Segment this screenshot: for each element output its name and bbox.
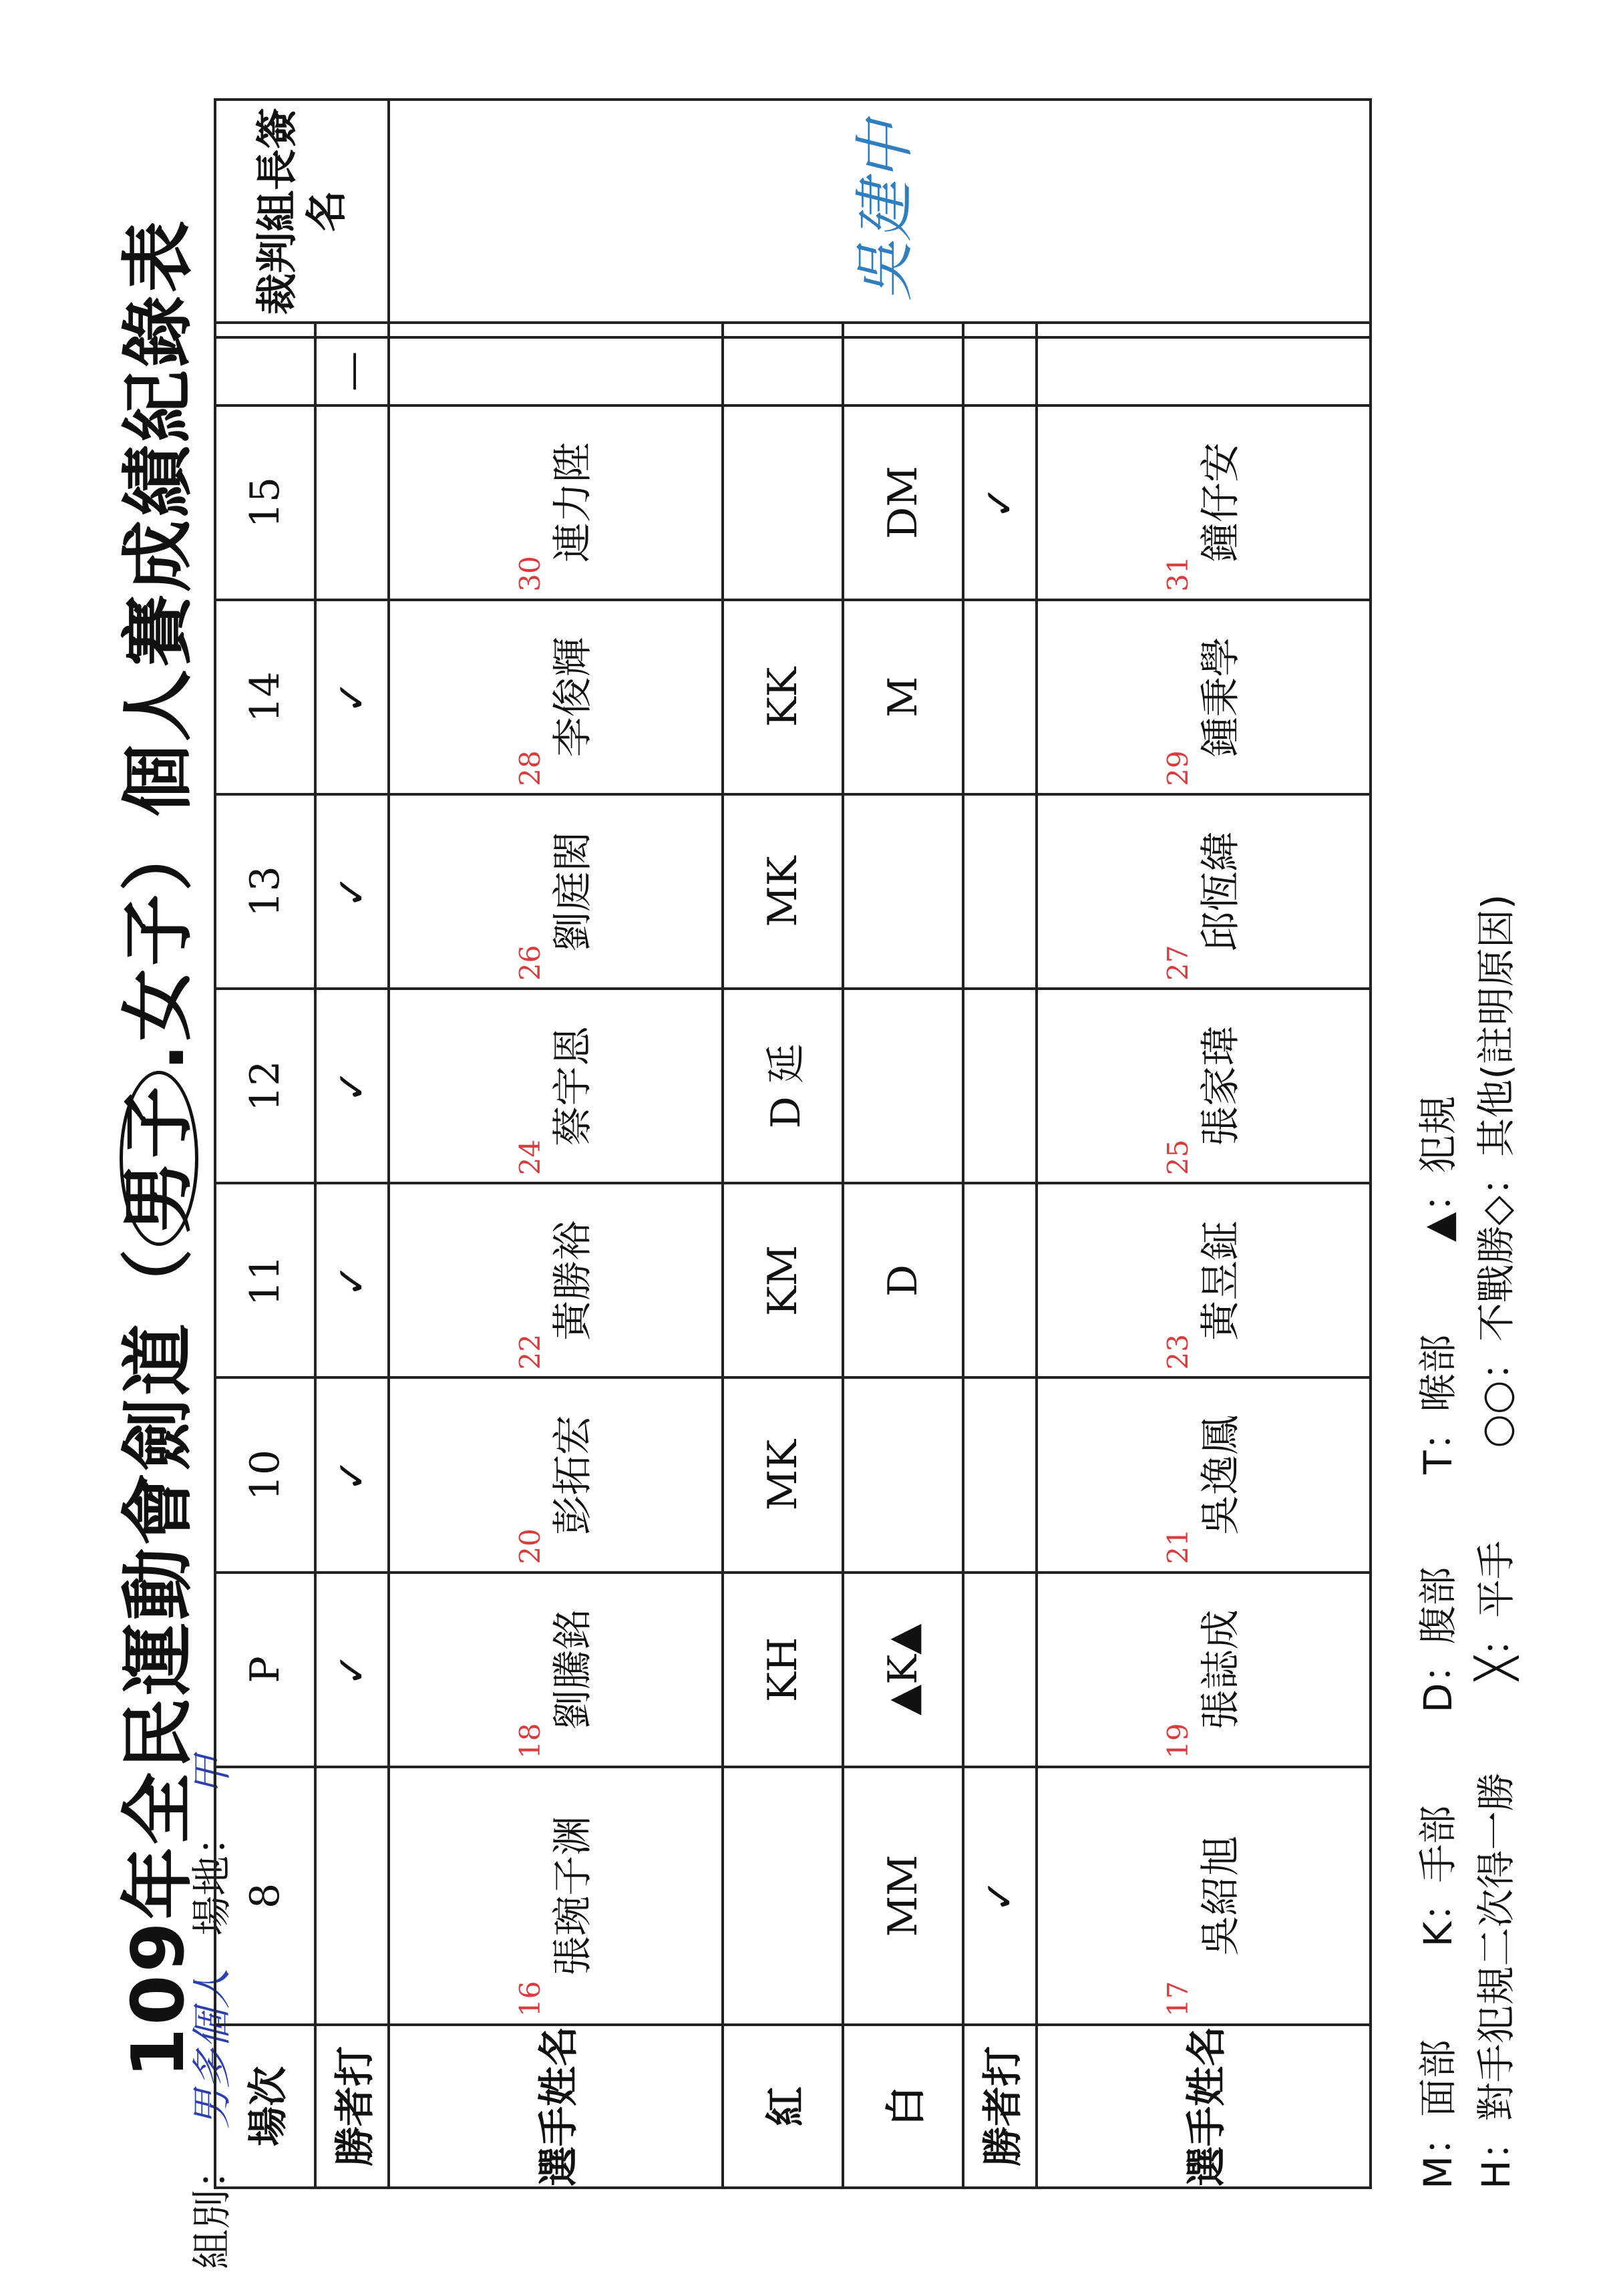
red-points <box>723 1767 843 2025</box>
legend-oo: ○○：不戰勝◇：其他(註明原因) <box>1473 894 1519 1448</box>
red-player-name: 彭拓宏 <box>549 1415 596 1536</box>
legend-d: D：腹部 <box>1415 1567 1461 1713</box>
white-win-mark <box>963 1573 1037 1767</box>
red-player-name: 連力陞 <box>549 442 596 563</box>
white-points <box>843 794 963 989</box>
red-player-name: 劉庭閎 <box>549 831 596 952</box>
match-no: 13 <box>215 794 315 989</box>
red-win-mark: ✓ <box>315 989 389 1183</box>
white-win-mark <box>963 794 1037 989</box>
red-player <box>389 1377 723 1572</box>
white-win-mark: ✓ <box>963 1767 1037 2025</box>
red-points: D 延 <box>723 989 843 1183</box>
white-seed: 27 <box>1161 945 1195 981</box>
match-no: 10 <box>215 1377 315 1572</box>
red-player-name: 張琬子渊 <box>549 1815 596 1976</box>
red-player <box>389 1183 723 1377</box>
title-prefix: 109年全民運動會劍道 <box>117 1321 200 2078</box>
red-seed: 24 <box>514 1139 547 1176</box>
red-player <box>389 323 723 337</box>
white-player-name: 張家瑋 <box>1197 1025 1244 1146</box>
red-player-name: 黃勝裕 <box>549 1220 596 1341</box>
red-points: MK <box>723 1377 843 1572</box>
white-player-name: 鐘仔安 <box>1197 442 1244 563</box>
venue-label: 場地： <box>189 1815 236 1936</box>
red-seed: 18 <box>514 1723 547 1759</box>
match-no: P <box>215 1573 315 1767</box>
white-player-name: 張誌成 <box>1197 1609 1244 1730</box>
red-player-name: 李俊輝 <box>549 637 596 758</box>
header-match: 場次 <box>215 2025 315 2188</box>
red-win-mark <box>315 405 389 600</box>
white-points: MM <box>843 1767 963 2025</box>
title-close: ） <box>117 816 200 892</box>
white-player <box>1037 600 1371 794</box>
white-player <box>1037 794 1371 989</box>
match-no <box>215 323 315 337</box>
title-male-circled: 男子 <box>120 1071 198 1246</box>
white-win-mark <box>963 323 1037 337</box>
white-seed: 21 <box>1161 1528 1195 1565</box>
legend-x: ╳：平手 <box>1473 1540 1519 1680</box>
red-points: MK <box>723 794 843 989</box>
row-red-player <box>389 100 723 2188</box>
white-points: DM <box>843 405 963 600</box>
red-win-mark: — <box>315 337 389 405</box>
red-seed: 28 <box>514 750 547 786</box>
white-points <box>843 1377 963 1572</box>
white-seed: 31 <box>1161 556 1195 592</box>
white-points: M <box>843 600 963 794</box>
header-red: 紅 <box>723 2025 843 2188</box>
red-points <box>723 405 843 600</box>
white-points <box>843 989 963 1183</box>
match-no: 11 <box>215 1183 315 1377</box>
white-player <box>1037 323 1371 337</box>
legend-k: K：手部 <box>1415 1805 1461 1947</box>
header-player-red: 選手姓名 <box>389 2025 723 2188</box>
white-win-mark <box>963 989 1037 1183</box>
title-female: 女子 <box>117 891 200 1041</box>
red-player <box>389 337 723 405</box>
row-white-player <box>1037 100 1371 2188</box>
group-label: 組別： <box>189 2149 236 2269</box>
legend <box>1409 98 1526 2189</box>
match-no: 12 <box>215 989 315 1183</box>
row-white-points <box>843 100 963 2188</box>
white-player-name: 鍾秉學 <box>1197 637 1244 758</box>
title-open: （ <box>117 1246 200 1321</box>
white-seed: 29 <box>1161 750 1195 786</box>
red-player-name: 劉騰銘 <box>549 1609 596 1730</box>
legend-m: M：面部 <box>1415 2039 1461 2189</box>
white-seed: 23 <box>1161 1334 1195 1370</box>
red-points: KK <box>723 600 843 794</box>
white-player-name: 邱恆緯 <box>1197 831 1244 952</box>
header-winner-white: 勝者打 <box>963 2025 1037 2188</box>
legend-line-2 <box>1467 98 1526 2189</box>
red-seed: 26 <box>514 945 547 981</box>
white-points: ▲K▲ <box>843 1573 963 1767</box>
white-win-mark <box>963 1377 1037 1572</box>
red-player-name: 蔡宇恩 <box>549 1025 596 1146</box>
group-value: 男多個人 <box>189 1969 236 2129</box>
row-white-winner <box>963 100 1037 2188</box>
white-player <box>1037 405 1371 600</box>
row-red-points <box>723 100 843 2188</box>
signer-label-cell <box>215 100 389 323</box>
white-player <box>1037 1377 1371 1572</box>
red-points: KM <box>723 1183 843 1377</box>
white-points <box>843 337 963 405</box>
header-player-white: 選手姓名 <box>1037 2025 1371 2188</box>
title-suffix: 個人賽成績紀錄表 <box>117 218 200 817</box>
white-player <box>1037 1573 1371 1767</box>
legend-foul: ▲：犯規 <box>1415 1096 1461 1243</box>
red-win-mark: ✓ <box>315 600 389 794</box>
header-white: 白 <box>843 2025 963 2188</box>
red-win-mark <box>315 323 389 337</box>
red-points: KH <box>723 1573 843 1767</box>
red-seed: 20 <box>514 1528 547 1565</box>
white-seed: 25 <box>1161 1139 1195 1176</box>
match-no <box>215 337 315 405</box>
red-win-mark <box>315 1767 389 2025</box>
red-player <box>389 794 723 989</box>
legend-line-1 <box>1409 98 1467 2189</box>
signer-label: 裁判組長簽名 <box>252 108 351 315</box>
red-player <box>389 1767 723 2025</box>
match-no: 15 <box>215 405 315 600</box>
red-win-mark: ✓ <box>315 1573 389 1767</box>
legend-h: H：對手犯規二次得一勝 <box>1473 1772 1519 2189</box>
white-seed: 17 <box>1161 1981 1195 2017</box>
white-points: D <box>843 1183 963 1377</box>
white-win-mark: ✓ <box>963 405 1037 600</box>
red-seed: 22 <box>514 1334 547 1370</box>
red-points <box>723 323 843 337</box>
white-win-mark <box>963 1183 1037 1377</box>
white-player <box>1037 989 1371 1183</box>
row-match <box>215 100 315 2188</box>
red-player <box>389 600 723 794</box>
row-red-winner <box>315 100 389 2188</box>
white-player-name: 黃昱鉦 <box>1197 1220 1244 1341</box>
white-win-mark <box>963 600 1037 794</box>
signer-signature: 吳建中 <box>850 121 920 301</box>
white-points <box>843 323 963 337</box>
match-no: 14 <box>215 600 315 794</box>
white-player <box>1037 337 1371 405</box>
red-seed: 16 <box>514 1981 547 2017</box>
signer-signature-cell <box>389 100 1371 323</box>
white-win-mark <box>963 337 1037 405</box>
white-player-name: 吳紹旭 <box>1197 1835 1244 1956</box>
white-player <box>1037 1767 1371 2025</box>
white-player-name: 吳逸鳳 <box>1197 1415 1244 1536</box>
red-win-mark: ✓ <box>315 794 389 989</box>
red-player <box>389 405 723 600</box>
title-sep: . <box>117 1041 200 1072</box>
venue-value: 甲 <box>189 1755 236 1796</box>
white-player <box>1037 1183 1371 1377</box>
red-player <box>389 1573 723 1767</box>
legend-t: T：喉部 <box>1415 1334 1461 1474</box>
red-win-mark: ✓ <box>315 1377 389 1572</box>
red-seed: 30 <box>514 556 547 592</box>
header-winner-red: 勝者打 <box>315 2025 389 2188</box>
results-table <box>214 98 1372 2189</box>
red-player <box>389 989 723 1183</box>
white-seed: 19 <box>1161 1723 1195 1759</box>
red-win-mark: ✓ <box>315 1183 389 1377</box>
match-no: 8 <box>215 1767 315 2025</box>
red-points <box>723 337 843 405</box>
